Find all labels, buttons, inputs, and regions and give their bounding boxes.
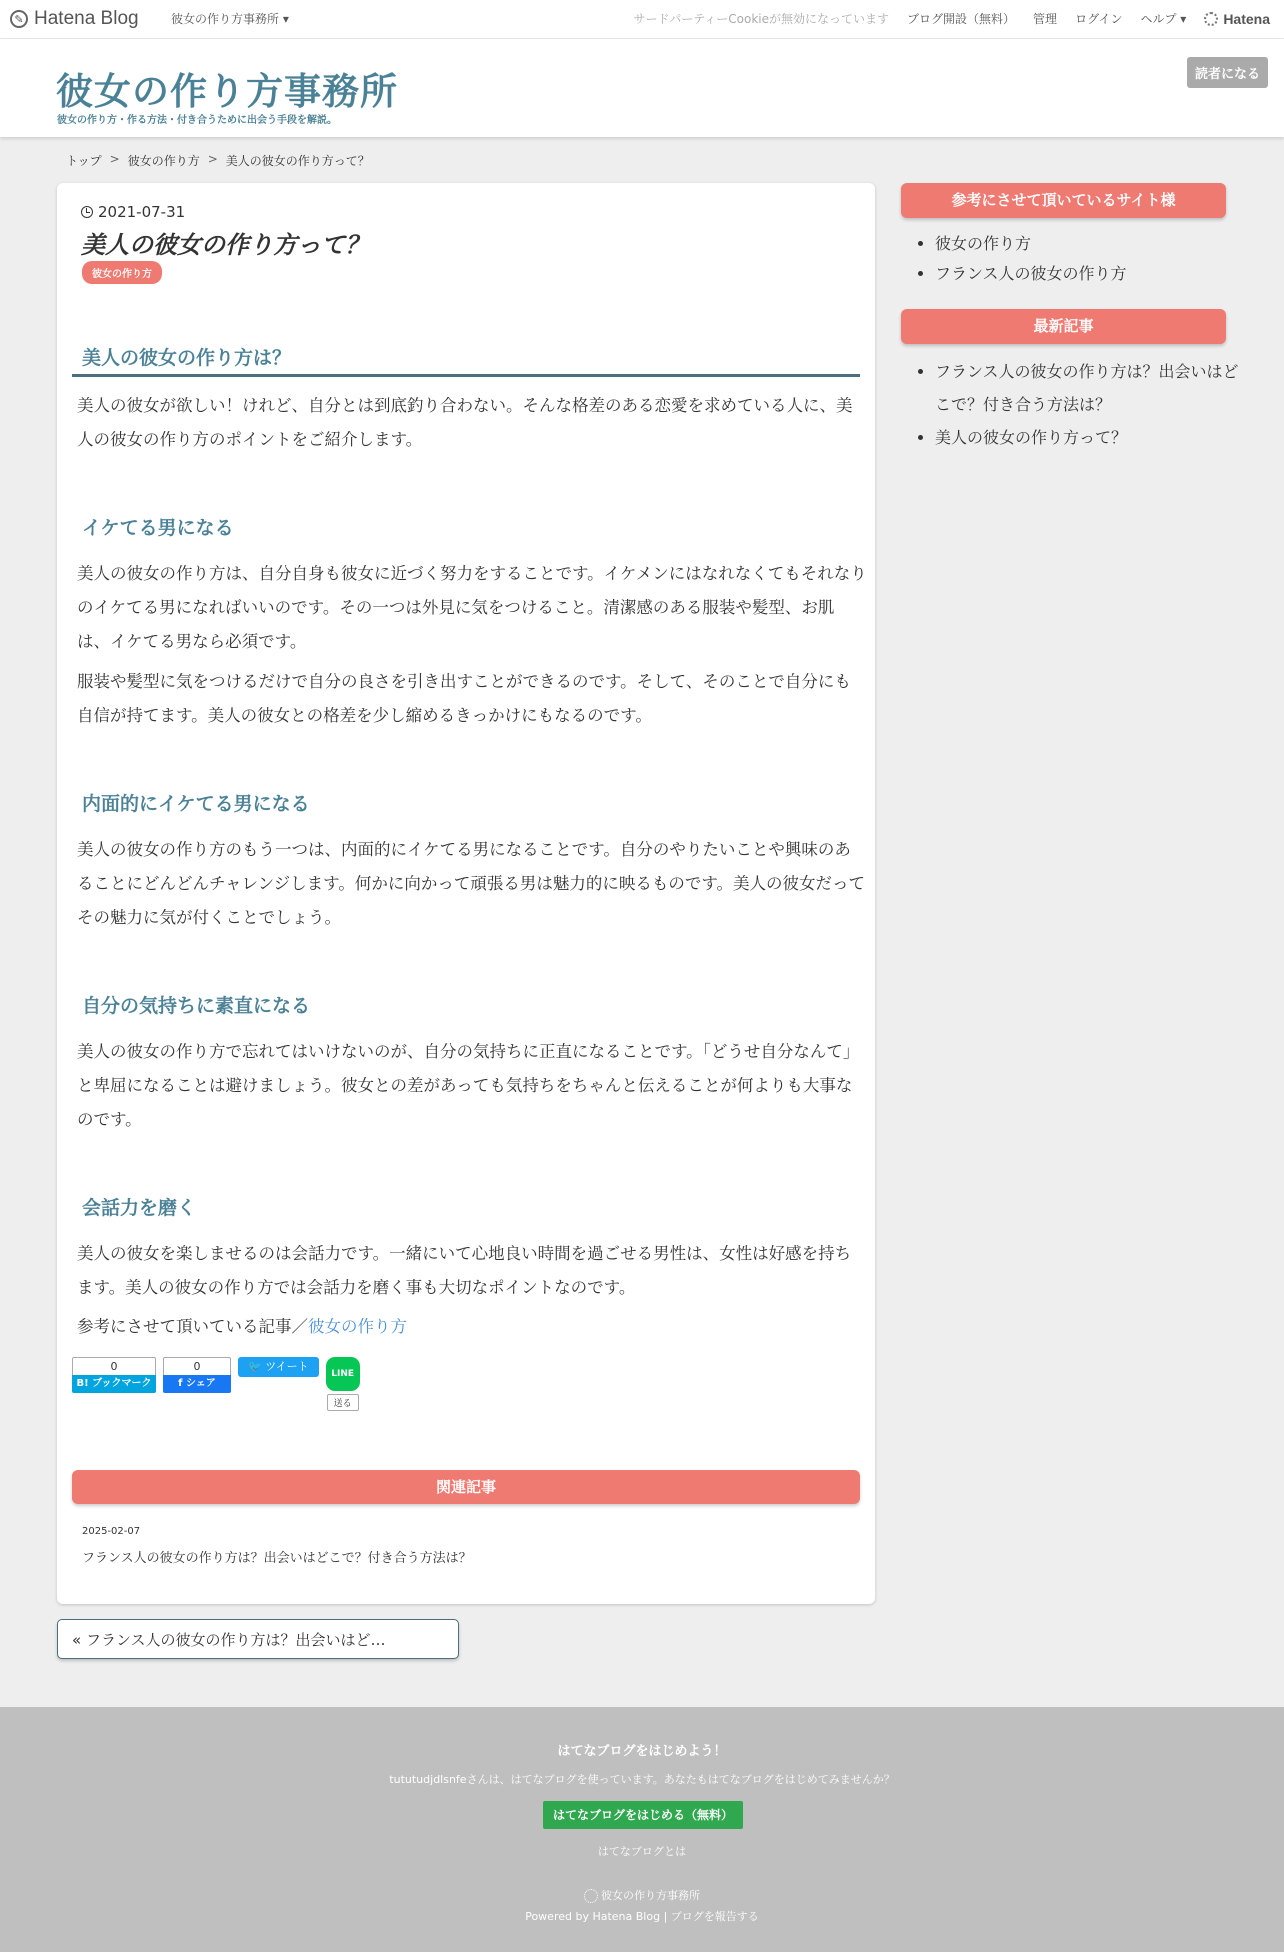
share-count: 0 bbox=[163, 1357, 231, 1375]
paragraph: 服装や髪型に気をつけるだけで自分の良さを引き出すことができるのです。そして、そのことで自分にも自信が持てます。美人の彼女との格差を少し縮めるきっかけにもなるのです。 bbox=[77, 672, 851, 725]
hatena-topbar bbox=[0, 0, 1284, 39]
manage-link[interactable]: 管理 bbox=[1033, 12, 1058, 26]
sidebar-recent-heading: 最新記事 bbox=[901, 309, 1226, 344]
sidebar-links-heading: 参考にさせて頂いているサイト様 bbox=[901, 183, 1226, 218]
blog-description: 彼女の作り方・作る方法・付き合うために出会う手段を解説。 bbox=[57, 115, 337, 126]
paragraph: 美人の彼女の作り方は、自分自身も彼女に近づく努力をすることです。イケメンにはなれなくてもそれなりのイケてる男になればいいのです。その一つは外見に気をつけること。清潔感のある服装や髪型、お肌は、イケてる男なら必須です。 bbox=[77, 564, 867, 651]
section-heading: イケてる男になる bbox=[82, 517, 234, 539]
hatena-logo[interactable]: Hatena bbox=[1204, 11, 1270, 27]
clock-icon bbox=[81, 206, 93, 218]
section-heading: 美人の彼女の作り方は？ bbox=[82, 347, 292, 369]
powered-by[interactable]: Powered by Hatena Blog | ブログを報告する bbox=[525, 1910, 759, 1923]
blog-title[interactable]: 彼女の作り方事務所 bbox=[56, 70, 398, 113]
section-heading: 会話力を磨く bbox=[82, 1197, 197, 1219]
twitter-bird-icon: 🐦 bbox=[248, 1360, 262, 1373]
paragraph: 美人の彼女の作り方で忘れてはいけないのが、自分の気持ちに正直になることです。「どうせ自分なんて」と卑屈になることは避けましょう。彼女との差があっても気持ちをちゃんと伝えることが何よりも大事なのです。 bbox=[77, 1042, 860, 1129]
breadcrumb-category[interactable]: 彼女の作り方 bbox=[127, 154, 200, 168]
sidebar-links-list bbox=[907, 229, 1250, 289]
footer-title: はてなブログをはじめよう！ bbox=[557, 1744, 727, 1759]
paragraph: 美人の彼女の作り方のもう一つは、内面的にイケてる男になることです。自分のやりたいことや興味のあることにどんどんチャレンジします。何かに向かって頑張る男は魅力的に映るものです。美人の彼女だってその魅力に気が付くことでしょう。 bbox=[77, 840, 866, 927]
footer-blog-name[interactable]: 彼女の作り方事務所 bbox=[0, 1887, 1284, 1903]
footer bbox=[0, 1707, 1284, 1952]
breadcrumb-separator: > bbox=[207, 152, 218, 166]
login-link[interactable]: ログイン bbox=[1075, 12, 1123, 26]
breadcrumb-top[interactable]: トップ bbox=[66, 154, 102, 168]
line-share-button[interactable] bbox=[326, 1357, 360, 1411]
previous-article-button[interactable]: « フランス人の彼女の作り方は？出会いはど… bbox=[57, 1619, 459, 1659]
sidebar-link-item[interactable]: • 彼女の作り方 bbox=[935, 229, 1250, 259]
related-articles-heading: 関連記事 bbox=[72, 1470, 860, 1504]
blog-menu-dropdown[interactable]: 彼女の作り方事務所 ▾ bbox=[171, 12, 289, 26]
sidebar-recent-list bbox=[907, 355, 1250, 454]
line-icon: LINE bbox=[326, 1357, 360, 1391]
facebook-share-button[interactable]: 0 f シェア bbox=[163, 1357, 231, 1393]
breadcrumb-current: 美人の彼女の作り方って？ bbox=[225, 154, 370, 168]
related-article-date: 2025-02-07 bbox=[82, 1526, 141, 1537]
paragraph: 美人の彼女が欲しい！けれど、自分とは到底釣り合わない。そんな格差のある恋愛を求めている人に、美人の彼女の作り方のポイントをご紹介します。 bbox=[77, 396, 853, 449]
sidebar-link-item[interactable]: • フランス人の彼女の作り方 bbox=[935, 259, 1250, 289]
hatena-blog-logo[interactable]: ✎ Hatena Blog bbox=[10, 8, 139, 30]
category-badge[interactable]: 彼女の作り方 bbox=[82, 261, 162, 284]
recent-article-item[interactable]: • 美人の彼女の作り方って？ bbox=[935, 421, 1250, 454]
recent-article-item[interactable]: • フランス人の彼女の作り方は？出会いはどこで？付き合う方法は？ bbox=[935, 355, 1250, 421]
hatena-bookmark-button[interactable]: 0 B! ブックマーク bbox=[72, 1357, 156, 1393]
hatena-dots-icon bbox=[1204, 12, 1218, 26]
hatena-pen-icon: ✎ bbox=[10, 10, 28, 28]
breadcrumb-separator: > bbox=[109, 152, 120, 166]
reference-line: 参考にさせて頂いている記事／彼女の作り方 bbox=[77, 1317, 407, 1336]
article-date[interactable]: 2021-07-31 bbox=[81, 203, 185, 221]
heading-underline bbox=[72, 374, 860, 377]
blog-header bbox=[0, 39, 1284, 137]
line-send-label: 送る bbox=[327, 1394, 359, 1411]
section-heading: 内面的にイケてる男になる bbox=[82, 793, 310, 815]
cookie-notice: サードパーティーCookieが無効になっています bbox=[633, 12, 890, 26]
article-card bbox=[57, 183, 875, 1604]
tweet-button[interactable]: 🐦 ツイート bbox=[238, 1357, 319, 1377]
related-article-link[interactable]: フランス人の彼女の作り方は？出会いはどこで？付き合う方法は？ bbox=[82, 1551, 472, 1566]
section-heading: 自分の気持ちに素直になる bbox=[82, 995, 311, 1017]
article-title[interactable]: 美人の彼女の作り方って？ bbox=[81, 231, 369, 259]
share-buttons bbox=[72, 1357, 360, 1411]
blog-icon bbox=[584, 1889, 598, 1903]
open-blog-link[interactable]: ブログ開設（無料） bbox=[907, 12, 1016, 26]
about-hatena-blog-link[interactable]: はてなブログとは bbox=[597, 1845, 687, 1858]
help-menu[interactable]: ヘルプ ▾ bbox=[1140, 12, 1187, 26]
footer-text: tututudjdlsnfeさんは、はてなブログを使っています。あなたもはてなブログをはじめてみませんか？ bbox=[389, 1773, 895, 1786]
breadcrumb bbox=[66, 152, 370, 169]
paragraph: 美人の彼女を楽しませるのは会話力です。一緒にいて心地良い時間を過ごせる男性は、女性は好感を持ちます。美人の彼女の作り方では会話力を磨く事も大切なポイントなのです。 bbox=[77, 1244, 852, 1297]
subscribe-button[interactable]: 読者になる bbox=[1187, 57, 1268, 88]
reference-link[interactable]: 彼女の作り方 bbox=[308, 1317, 407, 1336]
bookmark-count: 0 bbox=[72, 1357, 156, 1375]
start-hatena-blog-button[interactable]: はてなブログをはじめる（無料） bbox=[543, 1801, 743, 1829]
